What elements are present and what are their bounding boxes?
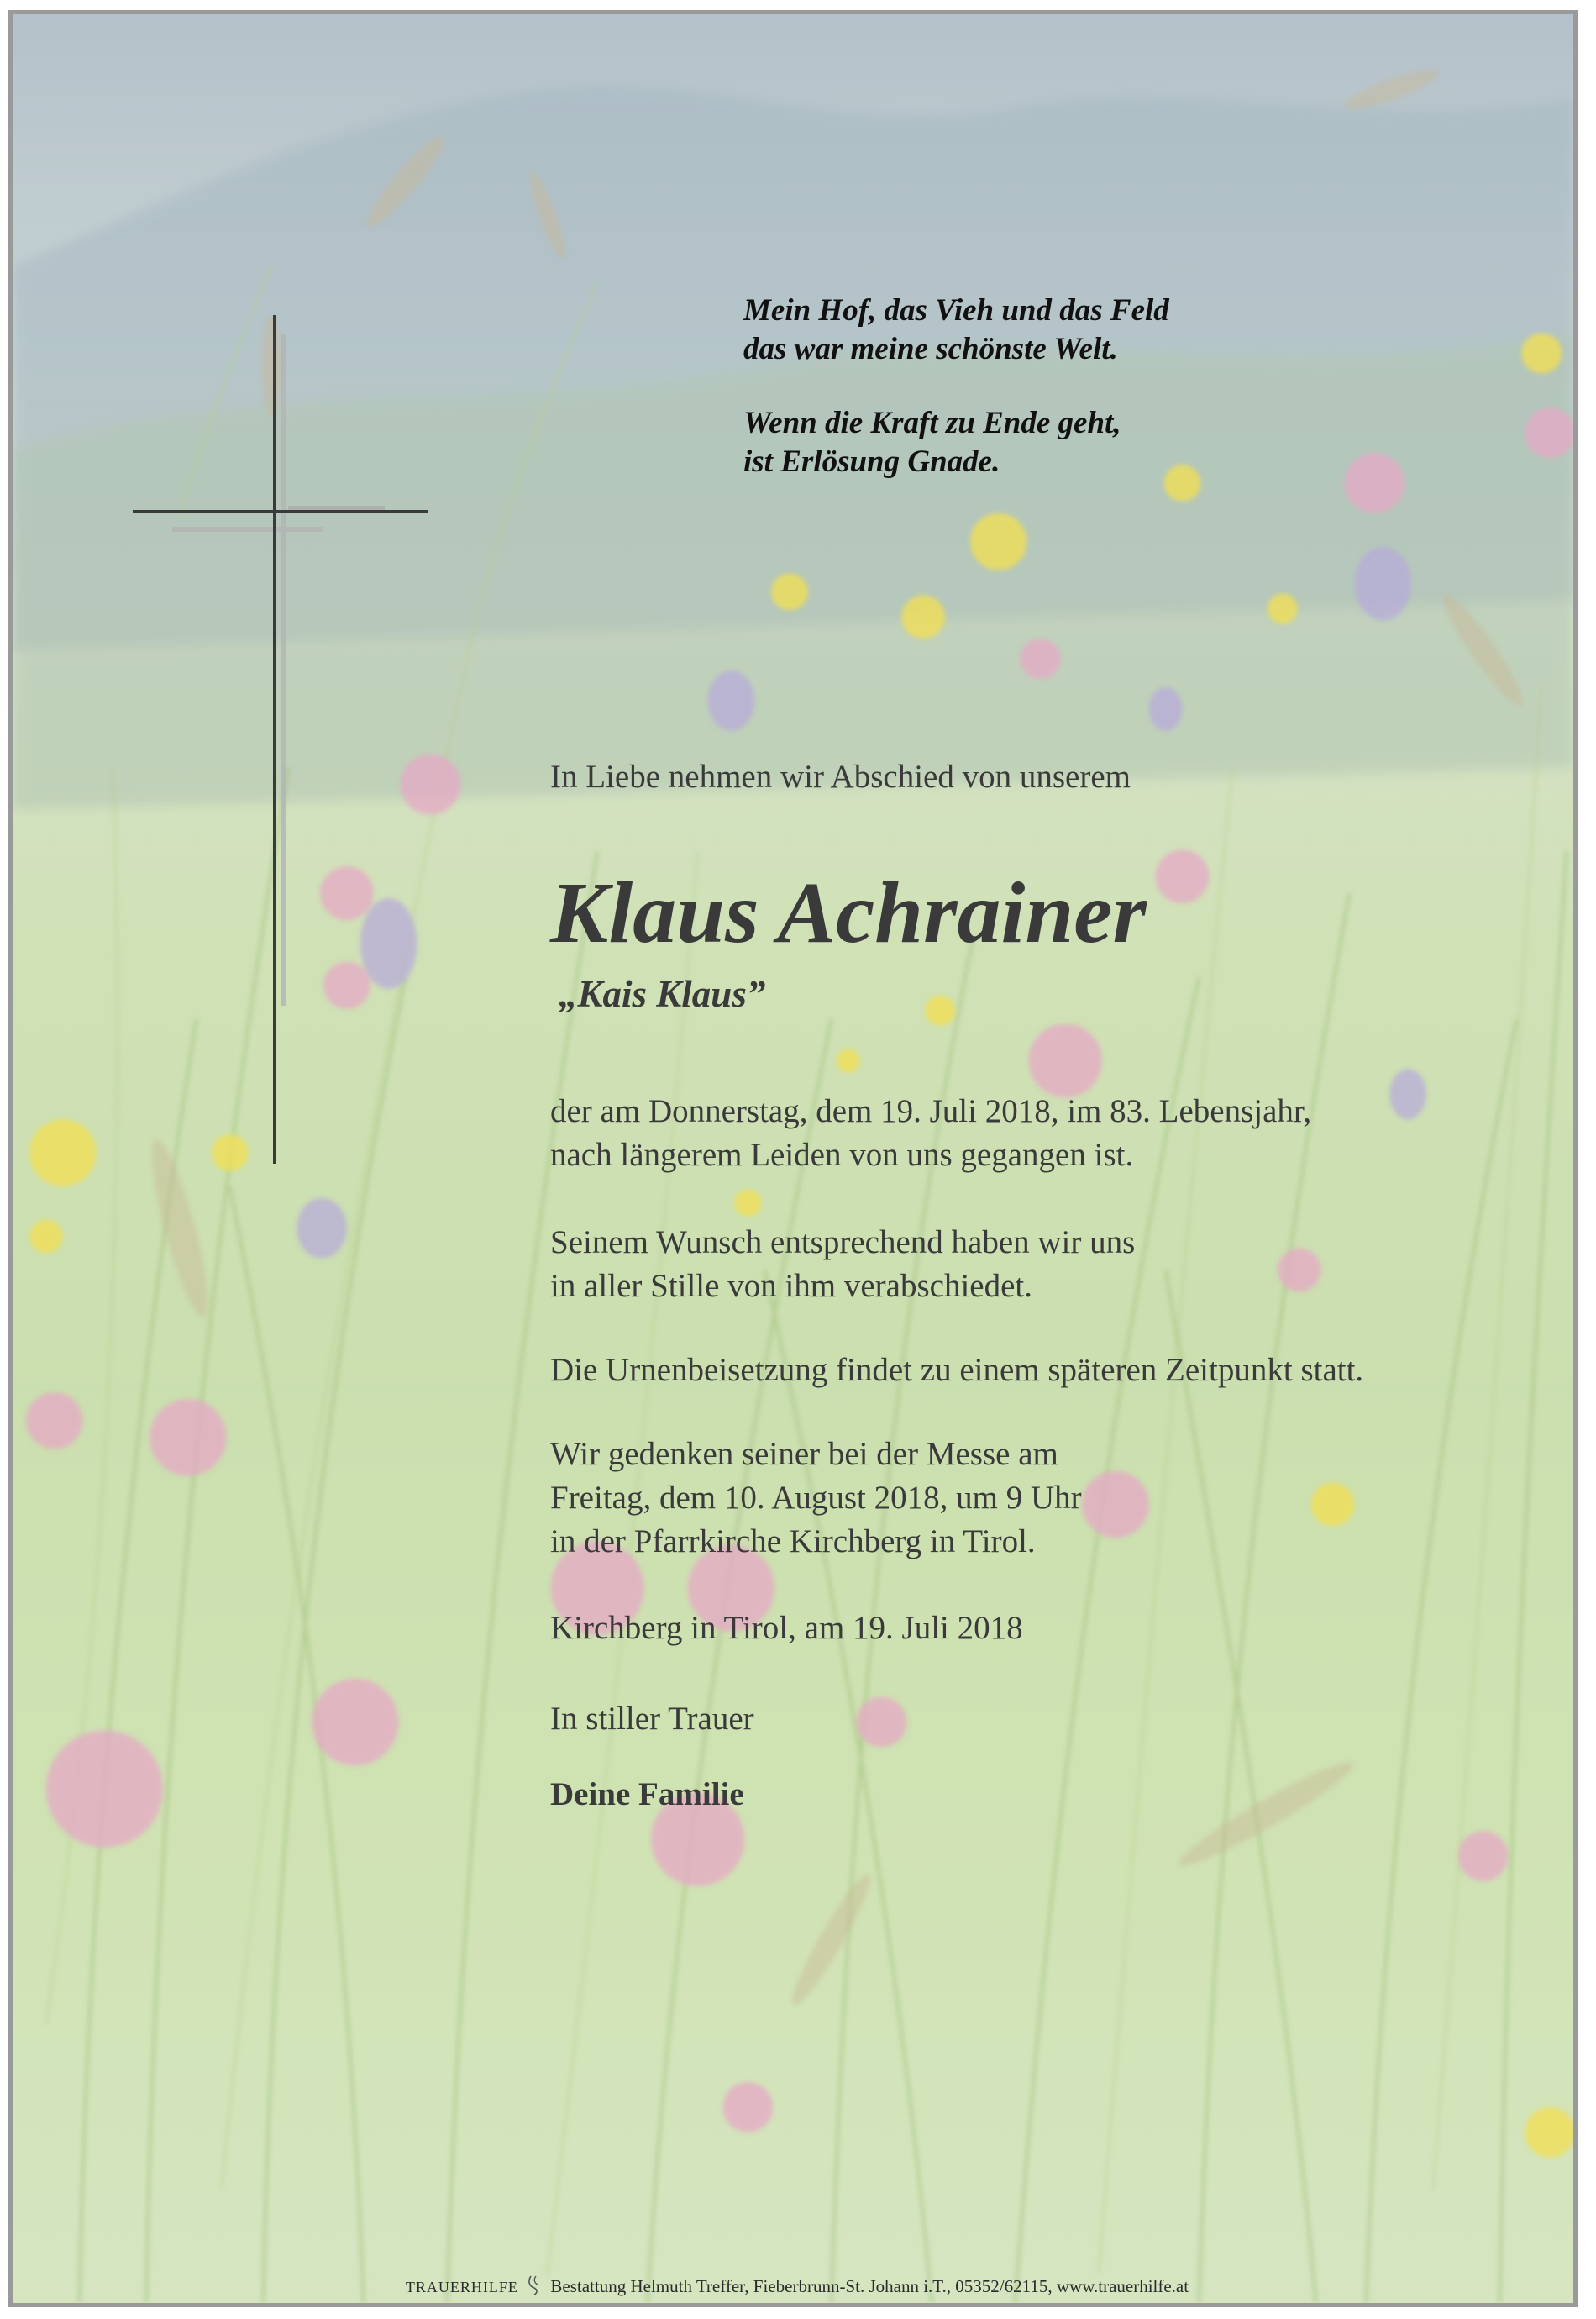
text-line: Wir gedenken seiner bei der Messe am bbox=[550, 1436, 1058, 1472]
intro-line: In Liebe nehmen wir Abschied von unserem bbox=[550, 759, 1131, 795]
quote-line: Wenn die Kraft zu Ende geht, bbox=[743, 406, 1121, 440]
footer-text: Bestattung Helmuth Treffer, Fieberbrunn-St. Johann i.T., 05352/62115, www.trauerhilfe.at bbox=[550, 2276, 1189, 2296]
text-line: Die Urnenbeisetzung findet zu einem späteren Zeitpunkt statt. bbox=[550, 1352, 1364, 1388]
footer bbox=[13, 2274, 1578, 2297]
text-line: nach längerem Leiden von uns gegangen ist. bbox=[550, 1137, 1134, 1173]
farewell-paragraph bbox=[550, 1221, 1135, 1308]
quote-line: ist Erlösung Gnade. bbox=[743, 444, 1000, 479]
text-line: in der Pfarrkirche Kirchberg in Tirol. bbox=[550, 1523, 1036, 1559]
quote-line: Mein Hof, das Vieh und das Feld bbox=[743, 293, 1169, 328]
death-notice-paragraph bbox=[550, 1090, 1311, 1177]
trauerhilfe-logo-icon bbox=[526, 2274, 543, 2296]
deceased-name: Klaus Achrainer bbox=[550, 865, 1147, 961]
footer-brand: TRAUERHILFE bbox=[405, 2279, 518, 2295]
family-signature: Deine Familie bbox=[550, 1776, 744, 1812]
memorial-quote bbox=[743, 292, 1169, 517]
deceased-nickname: „Kais Klaus” bbox=[559, 973, 766, 1015]
text-line: in aller Stille von ihm verabschiedet. bbox=[550, 1268, 1033, 1304]
mourning-line: In stiller Trauer bbox=[550, 1701, 754, 1737]
quote-line: das war meine schönste Welt. bbox=[743, 332, 1118, 366]
quote-stanza-2 bbox=[743, 404, 1169, 481]
text-line: der am Donnerstag, dem 19. Juli 2018, im 83. Lebensjahr, bbox=[550, 1093, 1312, 1129]
card-frame bbox=[8, 10, 1578, 2307]
text-line: Seinem Wunsch entsprechend haben wir uns bbox=[550, 1224, 1136, 1260]
text-line: Freitag, dem 10. August 2018, um 9 Uhr bbox=[550, 1480, 1082, 1516]
memorial-mass-paragraph bbox=[550, 1433, 1082, 1564]
quote-stanza-1 bbox=[743, 292, 1169, 369]
urn-burial-paragraph bbox=[550, 1349, 1363, 1392]
place-date: Kirchberg in Tirol, am 19. Juli 2018 bbox=[550, 1610, 1023, 1646]
